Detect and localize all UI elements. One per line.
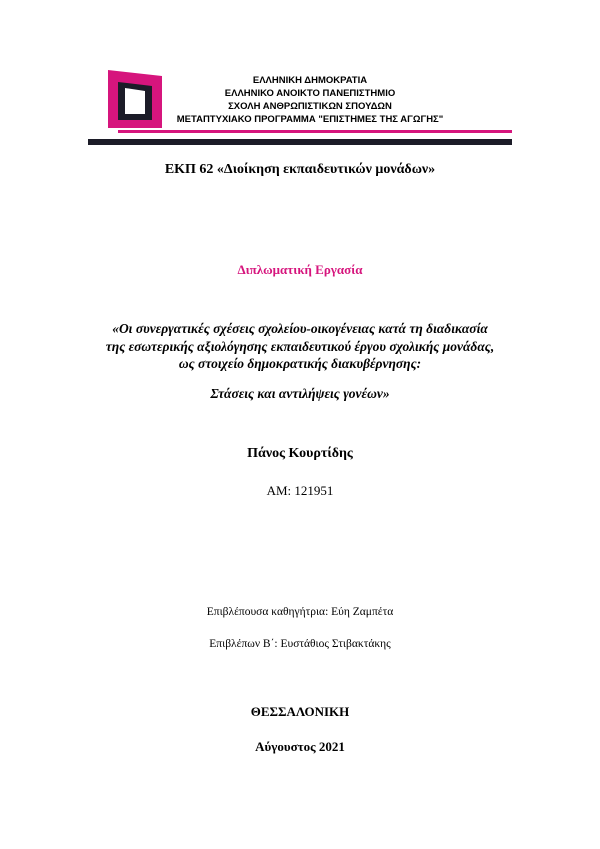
thesis-title [0, 320, 600, 402]
university-logo [108, 70, 162, 128]
city: ΘΕΣΣΑΛΟΝΙΚΗ [250, 704, 350, 719]
header-divider-pink [118, 130, 512, 133]
author-name: Πάνος Κουρτίδης [247, 446, 353, 461]
thesis-type: Διπλωματική Εργασία [237, 262, 363, 277]
supervisor: Επιβλέπουσα καθηγήτρια: Εύη Ζαμπέτα [206, 606, 394, 618]
second-supervisor: Επιβλέπων Β΄: Ευστάθιος Στιβακτάκης [209, 638, 391, 650]
thesis-subtitle: Στάσεις και αντιλήψεις γονέων» [210, 385, 390, 401]
header-line-1: ΕΛΛΗΝΙΚΗ ΔΗΜΟΚΡΑΤΙΑ [252, 75, 368, 86]
thesis-title-line-2: της εσωτερικής αξιολόγησης εκπαιδευτικού έργου σχολικής μονάδας, [105, 338, 495, 354]
header-divider-dark [88, 139, 512, 145]
date: Αύγουστος 2021 [255, 739, 345, 754]
course-title: ΕΚΠ 62 «Διοίκηση εκπαιδευτικών μονάδων» [164, 162, 436, 177]
student-id: ΑΜ: 121951 [266, 483, 334, 498]
header-line-2: ΕΛΛΗΝΙΚΟ ΑΝΟΙΚΤΟ ΠΑΝΕΠΙΣΤΗΜΙΟ [224, 88, 396, 99]
thesis-title-line-3: ως στοιχείο δημοκρατικής διακυβέρνησης: [178, 356, 422, 371]
header-line-4: ΜΕΤΑΠΤΥΧΙΑΚΟ ΠΡΟΓΡΑΜΜΑ "ΕΠΙΣΤΗΜΕΣ ΤΗΣ ΑΓΩΓΗΣ" [176, 114, 444, 125]
header-line-3: ΣΧΟΛΗ ΑΝΘΡΩΠΙΣΤΙΚΩΝ ΣΠΟΥΔΩΝ [228, 101, 392, 112]
thesis-title-line-1: «Οι συνεργατικές σχέσεις σχολείου-οικογένειας κατά τη διαδικασία [112, 321, 488, 336]
institution-header [160, 74, 460, 126]
